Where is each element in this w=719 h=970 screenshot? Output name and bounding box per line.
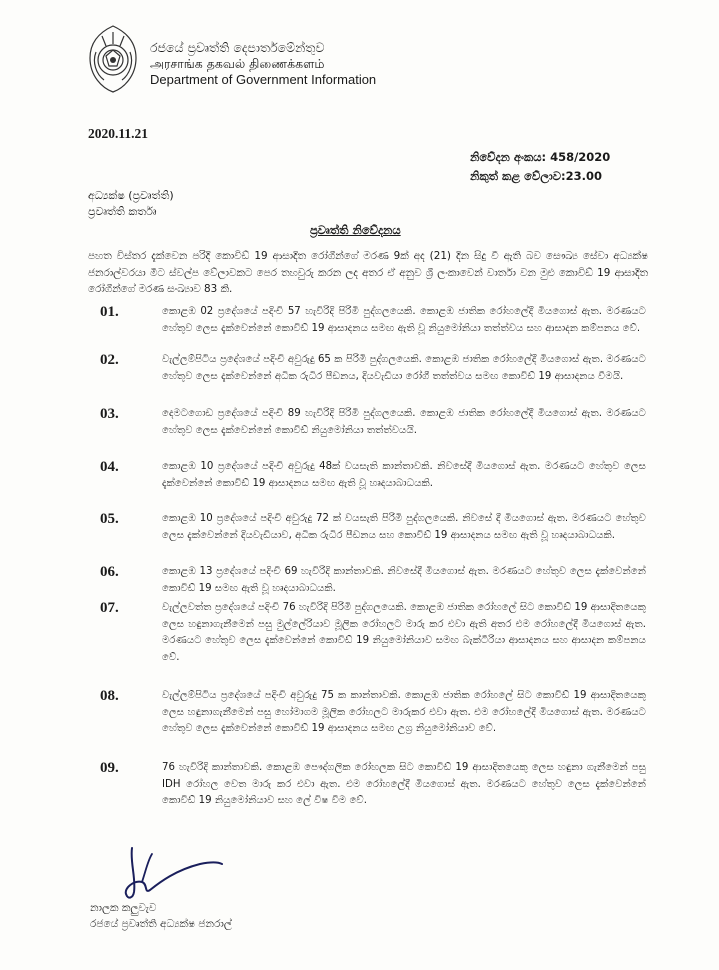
department-header <box>150 40 376 88</box>
dept-name-english: Department of Government Information <box>150 72 377 87</box>
addressee-block <box>88 188 174 220</box>
item-number: 09. <box>100 760 119 776</box>
release-time: නිකුත් කළ වේලාව:23.00 <box>470 169 603 183</box>
item-text: කොළඹ 02 ප්‍රදේශයේ පදිංචි 57 හැවිරිදි පිරිමි පුද්ගලයෙකි. කොළඹ ජාතික රෝහලේදී මියගොස් ඇත. මරණයට හේතුව ලෙස දැක්වෙන්නේ කොවිඩ් 19 ආසාදනය සමඟ ඇති වූ නියුමෝනියා තත්ත්වය සහ ආසාදන කම්පනය වේ. <box>162 306 646 334</box>
addressee-line-1: අධ්‍යක්ෂ (ප්‍රවෘත්ති) <box>88 189 174 202</box>
item-text: 76 හැවිරිදි කාන්තාවකි. කොළඹ පෞද්ගලික රෝහලක සිට කොවිඩ් 19 ආසාදිතයෙකු ලෙස හඳුනා ගැනීමෙන් පසු IDH රෝහල වෙත මාරු කර එවා ඇත. එම රෝහලේදී මියගොස් ඇත. මරණයට හේතුව ලෙස දැක්වෙන්නේ කොවිඩ් 19 නියුමෝනියාව සහ ලේ විෂ වීම වේ. <box>162 762 646 806</box>
addressee-line-2: ප්‍රවෘත්ති කර්තෘ <box>88 205 157 218</box>
document-heading: ප්‍රවෘත්ති නිවේදනය <box>310 223 401 237</box>
item-number: 05. <box>100 511 119 527</box>
signer-name: නාලක කලුවැව <box>90 902 157 914</box>
item-text: කොළඹ 13 ප්‍රදේශයේ පදිංචි 69 හැවිරිදි කාන්තාවකි. නිවසේදී මියගොස් ඇත. මරණයට හේතුව ලෙස දැක්වෙන්නේ කොවිඩ් 19 සමඟ ඇති වූ හෘදයාබාධයකි. <box>162 566 646 594</box>
item-number: 08. <box>100 688 119 704</box>
release-meta <box>470 148 610 186</box>
item-number: 06. <box>100 564 119 580</box>
item-number: 04. <box>100 459 119 475</box>
item-number: 02. <box>100 352 119 368</box>
item-number: 01. <box>100 304 119 320</box>
item-text: වැල්ලවත්ත ප්‍රදේශයේ පදිංචි 76 හැවිරිදි පිරිමි පුද්ගලයෙකි. කොළඹ ජාතික රෝහලේ සිට කොවිඩ් 19 ආසාදිතයෙකු ලෙස හඳුනාගැනීමෙන් පසු මුල්ලේරියාව මූලික රෝහලට මාරු කර එවා ඇති අතර එම රෝහලේදී මියගොස් ඇත. මරණයට හේතුව ලෙස දැක්වෙන්නේ කොවිඩ් 19 නියුමෝනියාව සමඟ බැක්ටීරියා ආසාදනය සහ ආසාදන කම්පනය වේ. <box>162 602 646 663</box>
intro-paragraph: පහත විස්තර දැක්වෙන පරිදි කොවිඩ් 19 ආසාදිත රෝගීන්ගේ මරණ 9ක් අද (21) දින සිදු වී ඇති බව සෞඛ්‍ය සේවා අධ්‍යක්ෂ ජනරාල්වරයා මීට ස්වල්ප වේලාවකට පෙර තහවුරු කරන ලද අතර ඒ අනුව ශ්‍රී ලංකාවෙන් වාර්තා වන මුළු කොවිඩ් 19 ආසාදිත රෝගීන්ගේ මරණ සංඛ්‍යාව 83 කි. <box>88 250 648 295</box>
release-number: නිවේදන අංකය: 458/2020 <box>470 150 611 164</box>
item-text: දෙමටගොඩ ප්‍රදේශයේ පදිංචි 89 හැවිරිදි පිරිමි පුද්ගලයෙකි. කොළඹ ජාතික රෝහලේදී මියගොස් ඇත. මරණයට හේතුව ලෙස දැක්වෙන්නේ කොවිඩ් නියුමෝනියා තත්ත්වයයි. <box>162 408 646 436</box>
item-number: 03. <box>100 406 119 422</box>
signer-title: රජයේ ප්‍රවෘත්ති අධ්‍යක්ෂ ජනරාල් <box>90 918 232 930</box>
dept-name-tamil: அரசாங்க தகவல் திணைக்களம் <box>150 56 325 71</box>
item-text: කොළඹ 10 ප්‍රදේශයේ පදිංචි අවුරුදු 48ක් වයසැති කාන්තාවකි. නිවසේදී මියගොස් ඇත. මරණයට හේතුව ලෙස දැක්වෙන්නේ කොවිඩ් 19 ආසාදනය සමඟ ඇති වූ හෘදයාබාධයකි. <box>162 461 646 489</box>
item-number: 07. <box>100 600 119 616</box>
document-date: 2020.11.21 <box>88 126 149 141</box>
item-text: වැල්ලම්පිටිය ප්‍රදේශයේ පදිංචි අවුරුදු 75 ක කාන්තාවකි. කොළඹ ජාතික රෝහලේ සිට කොවිඩ් 19 ආසාදිතයෙකු ලෙස හඳුනාගැනීමෙන් පසු හෝමාගම මූලික රෝහලට මාරුකර එවා ඇත. එම රෝහලේදී මියගොස් ඇත. මරණයට හේතුව ලෙස දැක්වෙන්නේ කොවිඩ් 19 ආසාදනය සමඟ උග්‍ර නියුමෝනියාව වේ. <box>162 690 646 734</box>
signer-block <box>90 900 232 932</box>
item-text: වැල්ලම්පිටිය ප්‍රදේශයේ පදිංචි අවුරුදු 65 ක පිරිමි පුද්ගලයෙකි. කොළඹ ජාතික රෝහලේදී මියගොස් ඇත. මරණයට හේතුව ලෙස දැක්වෙන්නේ අධික රුධිර පීඩනය, දියවැඩියා රෝගී තත්ත්වය සමඟ කොවිඩ් 19 ආසාදනය වීමයි. <box>162 354 646 382</box>
dept-name-sinhala: රජයේ ප්‍රවෘත්ති දෙපාර්තමේන්තුව <box>150 40 325 55</box>
item-text: කොළඹ 10 ප්‍රදේශයේ පදිංචි අවුරුදු 72 ක් වයසැති පිරිමි පුද්ගලයෙකි. නිවසේ දී මියගොස් ඇත. මරණයට හේතුව ලෙස දැක්වෙන්නේ දියවැඩියාව, අධික රුධිර පීඩනය සහ කොවිඩ් 19 ආසාදනය සමඟ ඇති වූ හෘදයාබාධයකි. <box>162 513 646 541</box>
government-emblem-icon <box>82 22 144 94</box>
